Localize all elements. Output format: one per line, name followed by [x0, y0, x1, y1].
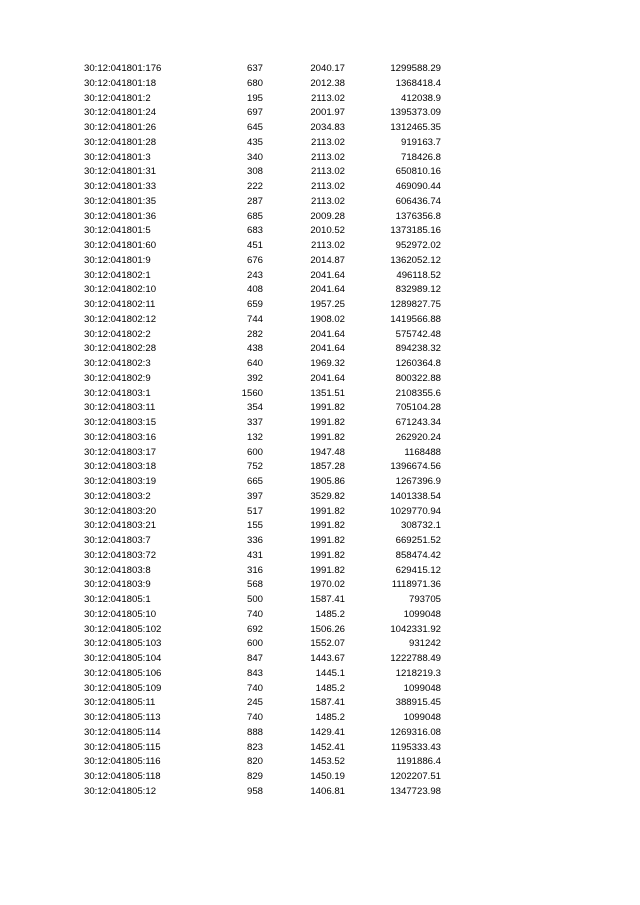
value-cell: 1419566.88 — [390, 313, 441, 325]
table-row — [0, 372, 640, 387]
cadastral-number-cell: 30:12:041801:36 — [84, 210, 157, 222]
table-row — [0, 106, 640, 121]
table-row — [0, 180, 640, 195]
area-cell: 847 — [246, 653, 263, 664]
table-row — [0, 608, 640, 623]
rate-cell: 1991.82 — [310, 431, 345, 443]
value-cell: 1395373.09 — [390, 107, 441, 119]
rate-cell: 2040.17 — [310, 63, 345, 74]
cadastral-number-cell: 30:12:041802:11 — [84, 299, 156, 310]
value-cell: 412038.9 — [400, 92, 441, 104]
area-cell: 659 — [246, 299, 263, 310]
value-cell: 308732.1 — [400, 520, 441, 532]
table-row — [0, 269, 640, 284]
table-row — [0, 770, 640, 785]
table-row — [0, 62, 640, 77]
area-cell: 155 — [246, 520, 263, 532]
cadastral-number-cell: 30:12:041801:2 — [84, 92, 151, 104]
area-cell: 195 — [246, 92, 263, 104]
table-row — [0, 505, 640, 520]
value-cell: 1029770.94 — [390, 505, 441, 517]
table-row — [0, 416, 640, 431]
cadastral-number-cell: 30:12:041802:28 — [84, 343, 157, 355]
area-cell: 438 — [246, 343, 263, 355]
area-cell: 1560 — [241, 387, 263, 399]
area-cell: 451 — [246, 240, 263, 251]
cadastral-number-cell: 30:12:041801:9 — [84, 254, 151, 266]
area-cell: 243 — [246, 269, 263, 281]
value-cell: 388915.45 — [395, 697, 441, 709]
cadastral-number-cell: 30:12:041805:109 — [84, 682, 162, 694]
area-cell: 683 — [246, 225, 263, 237]
cadastral-number-cell: 30:12:041805:103 — [84, 638, 162, 650]
area-cell: 640 — [246, 358, 263, 369]
value-cell: 1299588.29 — [390, 63, 441, 74]
rate-cell: 2041.64 — [310, 284, 345, 296]
value-cell: 650810.16 — [395, 166, 441, 178]
value-cell: 705104.28 — [395, 402, 441, 414]
rate-cell: 1969.32 — [310, 358, 345, 369]
value-cell: 1347723.98 — [390, 785, 441, 797]
area-cell: 408 — [246, 284, 263, 296]
value-cell: 1202207.51 — [390, 771, 441, 782]
value-cell: 1376356.8 — [395, 210, 441, 222]
rate-cell: 2041.64 — [310, 328, 345, 340]
value-cell: 669251.52 — [395, 535, 441, 546]
cadastral-number-cell: 30:12:041805:102 — [84, 623, 162, 635]
rate-cell: 1991.82 — [310, 505, 345, 517]
table-row — [0, 151, 640, 166]
rate-cell: 2113.02 — [311, 92, 345, 104]
cadastral-number-cell: 30:12:041803:20 — [84, 505, 157, 517]
area-cell: 820 — [246, 756, 263, 768]
table-row — [0, 652, 640, 667]
value-cell: 718426.8 — [400, 151, 441, 163]
rate-cell: 2041.64 — [310, 343, 345, 355]
value-cell: 1312465.35 — [390, 122, 441, 133]
value-cell: 1042331.92 — [390, 623, 441, 635]
table-row — [0, 593, 640, 608]
rate-cell: 1445.1 — [315, 667, 345, 679]
table-row — [0, 328, 640, 343]
table-row — [0, 254, 640, 269]
table-row — [0, 755, 640, 770]
cadastral-number-cell: 30:12:041801:60 — [84, 240, 157, 251]
table-row — [0, 298, 640, 313]
value-cell: 496118.52 — [396, 269, 441, 281]
cadastral-number-cell: 30:12:041803:21 — [84, 520, 157, 532]
cadastral-number-cell: 30:12:041803:7 — [84, 535, 151, 546]
cadastral-number-cell: 30:12:041801:18 — [84, 77, 157, 89]
area-cell: 888 — [246, 726, 263, 738]
rate-cell: 1991.82 — [310, 564, 345, 576]
rate-cell: 1485.2 — [315, 682, 345, 694]
area-cell: 517 — [246, 505, 263, 517]
cadastral-number-cell: 30:12:041805:116 — [84, 756, 161, 768]
cadastral-number-cell: 30:12:041802:12 — [84, 313, 157, 325]
area-cell: 697 — [246, 107, 263, 119]
cadastral-number-cell: 30:12:041801:35 — [84, 195, 157, 207]
value-cell: 606436.74 — [395, 195, 441, 207]
cadastral-number-cell: 30:12:041803:18 — [84, 461, 157, 473]
rate-cell: 2113.02 — [311, 240, 345, 251]
value-cell: 1118971.36 — [391, 579, 441, 591]
value-cell: 1362052.12 — [390, 254, 441, 266]
table-row — [0, 342, 640, 357]
area-cell: 354 — [246, 402, 263, 414]
rate-cell: 2034.83 — [310, 122, 345, 133]
area-cell: 740 — [246, 682, 263, 694]
table-row — [0, 564, 640, 579]
cadastral-number-cell: 30:12:041803:19 — [84, 476, 157, 487]
cadastral-number-cell: 30:12:041801:176 — [84, 63, 162, 74]
area-cell: 958 — [246, 785, 263, 797]
rate-cell: 2041.64 — [310, 269, 345, 281]
rate-cell: 1485.2 — [315, 712, 345, 723]
cadastral-number-cell: 30:12:041803:72 — [84, 549, 157, 561]
table-row — [0, 785, 640, 800]
rate-cell: 2113.02 — [311, 195, 345, 207]
value-cell: 1267396.9 — [395, 476, 441, 487]
cadastral-number-cell: 30:12:041805:10 — [84, 608, 157, 620]
area-cell: 744 — [246, 313, 263, 325]
value-cell: 1191886.4 — [396, 756, 441, 768]
rate-cell: 1552.07 — [310, 638, 345, 650]
area-cell: 740 — [246, 712, 263, 723]
area-cell: 752 — [246, 461, 263, 473]
rate-cell: 1587.41 — [310, 697, 345, 709]
area-cell: 600 — [246, 446, 263, 458]
rate-cell: 2014.87 — [310, 254, 345, 266]
rate-cell: 1991.82 — [310, 520, 345, 532]
table-row — [0, 711, 640, 726]
rate-cell: 1450.19 — [310, 771, 345, 782]
value-cell: 1401338.54 — [390, 490, 441, 502]
cadastral-number-cell: 30:12:041801:24 — [84, 107, 157, 119]
area-cell: 340 — [246, 151, 263, 163]
value-cell: 262920.24 — [395, 431, 441, 443]
rate-cell: 1506.26 — [310, 623, 345, 635]
rate-cell: 2012.38 — [310, 77, 345, 89]
rate-cell: 1406.81 — [310, 785, 345, 797]
value-cell: 629415.12 — [395, 564, 441, 576]
rate-cell: 2113.02 — [311, 136, 345, 148]
table-row — [0, 549, 640, 564]
rate-cell: 1991.82 — [310, 402, 345, 414]
area-cell: 637 — [246, 63, 263, 74]
table-row — [0, 519, 640, 534]
area-cell: 645 — [246, 122, 263, 133]
cadastral-number-cell: 30:12:041805:118 — [84, 771, 161, 782]
value-cell: 1168488 — [404, 446, 441, 458]
cadastral-number-cell: 30:12:041803:8 — [84, 564, 151, 576]
value-cell: 858474.42 — [395, 549, 441, 561]
value-cell: 1099048 — [403, 712, 441, 723]
cadastral-number-cell: 30:12:041805:104 — [84, 653, 162, 664]
value-cell: 1396674.56 — [390, 461, 441, 473]
value-cell: 469090.44 — [395, 181, 441, 192]
rate-cell: 2113.02 — [311, 151, 345, 163]
cadastral-number-cell: 30:12:041802:1 — [84, 269, 151, 281]
cadastral-number-cell: 30:12:041805:113 — [84, 712, 161, 723]
rate-cell: 1957.25 — [310, 299, 345, 310]
area-cell: 282 — [246, 328, 263, 340]
value-cell: 671243.34 — [395, 417, 441, 428]
area-cell: 431 — [246, 549, 263, 561]
area-cell: 222 — [246, 181, 263, 192]
cadastral-number-cell: 30:12:041803:9 — [84, 579, 151, 591]
rate-cell: 1453.52 — [310, 756, 345, 768]
cadastral-number-cell: 30:12:041805:1 — [84, 594, 151, 605]
rate-cell: 1991.82 — [310, 535, 345, 546]
rate-cell: 2001.97 — [310, 107, 345, 119]
area-cell: 308 — [246, 166, 263, 178]
table-row — [0, 578, 640, 593]
rate-cell: 1857.28 — [310, 461, 345, 473]
value-cell: 1222788.49 — [390, 653, 441, 664]
area-cell: 740 — [246, 608, 263, 620]
value-cell: 1269316.08 — [390, 726, 441, 738]
area-cell: 692 — [246, 623, 263, 635]
cadastral-number-cell: 30:12:041802:2 — [84, 328, 151, 340]
rate-cell: 1587.41 — [310, 594, 345, 605]
value-cell: 1368418.4 — [395, 77, 441, 89]
area-cell: 676 — [246, 254, 263, 266]
table-row — [0, 490, 640, 505]
rate-cell: 2041.64 — [310, 372, 345, 384]
area-cell: 685 — [246, 210, 263, 222]
area-cell: 600 — [246, 638, 263, 650]
cadastral-number-cell: 30:12:041805:114 — [84, 726, 161, 738]
value-cell: 793705 — [408, 594, 441, 605]
table-row — [0, 92, 640, 107]
value-cell: 1218219.3 — [395, 667, 441, 679]
value-cell: 919163.7 — [400, 136, 441, 148]
area-cell: 132 — [246, 431, 263, 443]
cadastral-number-cell: 30:12:041803:16 — [84, 431, 157, 443]
table-row — [0, 283, 640, 298]
cadastral-number-cell: 30:12:041801:31 — [84, 166, 157, 178]
table-row — [0, 623, 640, 638]
area-cell: 843 — [246, 667, 263, 679]
cadastral-number-cell: 30:12:041801:3 — [84, 151, 151, 163]
rate-cell: 1970.02 — [310, 579, 345, 591]
cadastral-number-cell: 30:12:041805:11 — [84, 697, 156, 709]
area-cell: 829 — [246, 771, 263, 782]
rate-cell: 1908.02 — [310, 313, 345, 325]
area-cell: 337 — [246, 417, 263, 428]
area-cell: 435 — [246, 136, 263, 148]
cadastral-number-cell: 30:12:041805:115 — [84, 741, 161, 753]
value-cell: 1099048 — [403, 608, 441, 620]
table-row — [0, 239, 640, 254]
table-row — [0, 121, 640, 136]
area-cell: 568 — [246, 579, 263, 591]
cadastral-number-cell: 30:12:041801:33 — [84, 181, 157, 192]
area-cell: 392 — [246, 372, 263, 384]
cadastral-number-cell: 30:12:041802:10 — [84, 284, 157, 296]
rate-cell: 1947.48 — [310, 446, 345, 458]
rate-cell: 2010.52 — [310, 225, 345, 237]
table-row — [0, 431, 640, 446]
table-row — [0, 534, 640, 549]
cadastral-number-cell: 30:12:041801:5 — [84, 225, 151, 237]
cadastral-number-cell: 30:12:041803:2 — [84, 490, 151, 502]
area-cell: 245 — [246, 697, 263, 709]
area-cell: 287 — [246, 195, 263, 207]
rate-cell: 2113.02 — [311, 181, 345, 192]
value-cell: 1373185.16 — [390, 225, 441, 237]
value-cell: 1099048 — [403, 682, 441, 694]
table-row — [0, 475, 640, 490]
spreadsheet-table — [0, 62, 640, 800]
cadastral-number-cell: 30:12:041801:26 — [84, 122, 157, 133]
area-cell: 680 — [246, 77, 263, 89]
table-row — [0, 224, 640, 239]
rate-cell: 1991.82 — [310, 417, 345, 428]
value-cell: 800322.88 — [395, 372, 441, 384]
rate-cell: 1905.86 — [310, 476, 345, 487]
value-cell: 952972.02 — [395, 240, 441, 251]
cadastral-number-cell: 30:12:041803:1 — [84, 387, 151, 399]
rate-cell: 1485.2 — [315, 608, 345, 620]
table-row — [0, 195, 640, 210]
rate-cell: 1991.82 — [310, 549, 345, 561]
table-row — [0, 667, 640, 682]
rate-cell: 2009.28 — [310, 210, 345, 222]
table-row — [0, 741, 640, 756]
rate-cell: 1429.41 — [310, 726, 345, 738]
table-row — [0, 313, 640, 328]
cadastral-number-cell: 30:12:041801:28 — [84, 136, 157, 148]
table-row — [0, 357, 640, 372]
cadastral-number-cell: 30:12:041803:11 — [84, 402, 156, 414]
value-cell: 2108355.6 — [395, 387, 441, 399]
area-cell: 665 — [246, 476, 263, 487]
rate-cell: 2113.02 — [311, 166, 345, 178]
area-cell: 823 — [246, 741, 263, 753]
value-cell: 931242 — [408, 638, 441, 650]
cadastral-number-cell: 30:12:041802:3 — [84, 358, 151, 369]
cadastral-number-cell: 30:12:041802:9 — [84, 372, 151, 384]
table-row — [0, 165, 640, 180]
table-row — [0, 460, 640, 475]
rate-cell: 3529.82 — [310, 490, 345, 502]
table-row — [0, 401, 640, 416]
area-cell: 316 — [246, 564, 263, 576]
value-cell: 1260364.8 — [395, 358, 441, 369]
value-cell: 575742.48 — [395, 328, 441, 340]
rate-cell: 1452.41 — [310, 741, 345, 753]
area-cell: 500 — [246, 594, 263, 605]
cadastral-number-cell: 30:12:041803:15 — [84, 417, 157, 428]
table-row — [0, 77, 640, 92]
table-row — [0, 637, 640, 652]
table-row — [0, 387, 640, 402]
area-cell: 336 — [246, 535, 263, 546]
cadastral-number-cell: 30:12:041805:106 — [84, 667, 162, 679]
table-row — [0, 726, 640, 741]
value-cell: 832989.12 — [395, 284, 441, 296]
value-cell: 1195333.43 — [391, 741, 441, 753]
rate-cell: 1351.51 — [310, 387, 345, 399]
table-row — [0, 682, 640, 697]
area-cell: 397 — [246, 490, 263, 502]
table-row — [0, 136, 640, 151]
table-row — [0, 210, 640, 225]
cadastral-number-cell: 30:12:041803:17 — [84, 446, 157, 458]
table-row — [0, 696, 640, 711]
cadastral-number-cell: 30:12:041805:12 — [84, 785, 157, 797]
value-cell: 1289827.75 — [390, 299, 441, 310]
value-cell: 894238.32 — [395, 343, 441, 355]
table-row — [0, 446, 640, 461]
rate-cell: 1443.67 — [310, 653, 345, 664]
